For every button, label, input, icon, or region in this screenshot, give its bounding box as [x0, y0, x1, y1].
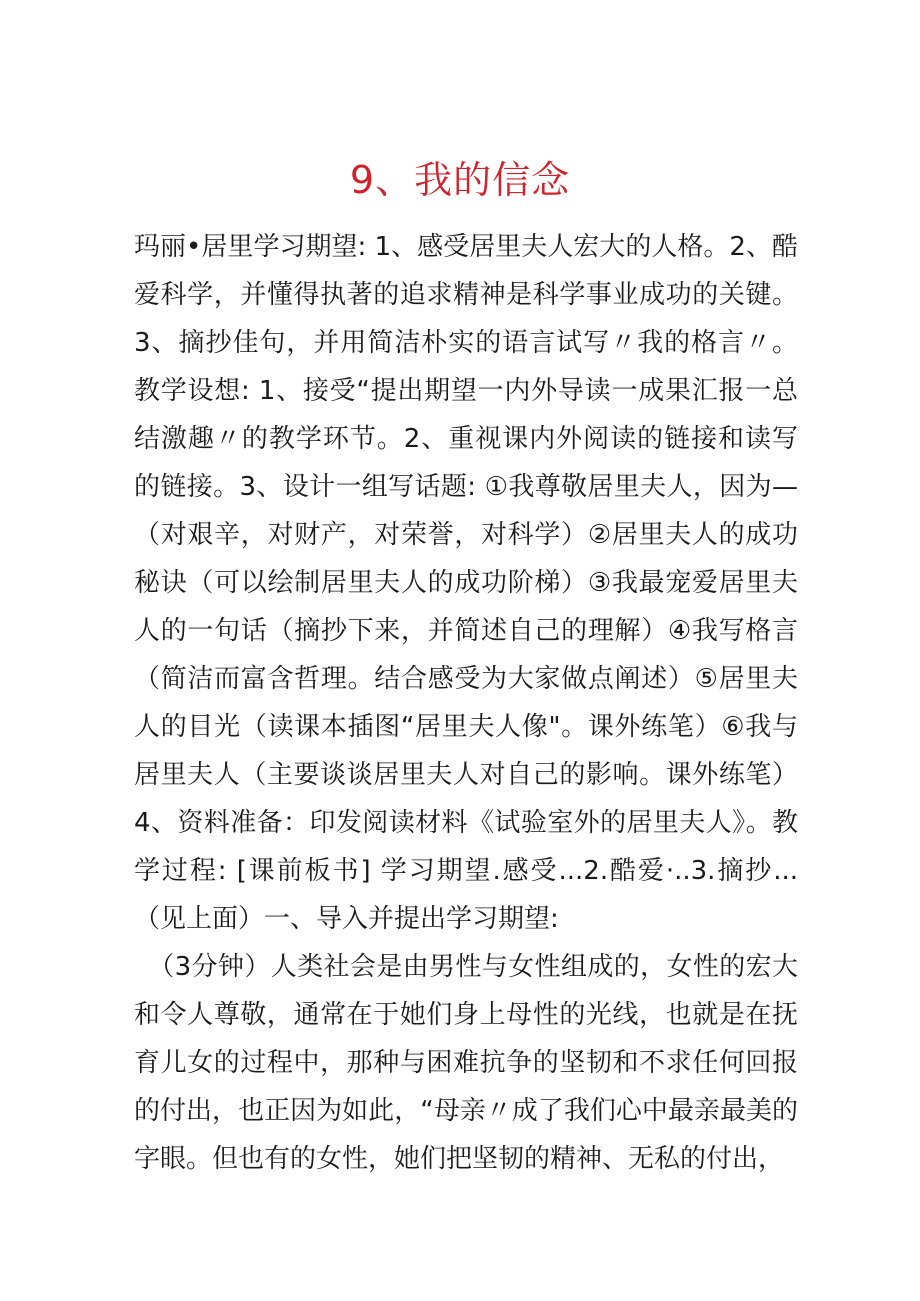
document-body [134, 223, 798, 1183]
paragraph-introduction: （3分钟）人类社会是由男性与女性组成的，女性的宏大和令人尊敬，通常在于她们身上母性的光线，也就是在抚育儿女的过程中，那种与困难抗争的坚韧和不求任何回报的付出，也正因为如此，“母亲〃成了我们心中最亲最美的字眼。但也有的女性，她们把坚韧的精神、无私的付出， [134, 952, 798, 1174]
document-title: 9、我的信念 [349, 158, 571, 202]
paragraph-lesson-plan: 玛丽•居里学习期望: 1、感受居里夫人宏大的人格。2、酷爱科学，并懂得执著的追求精神是科学事业成功的关键。3、摘抄佳句，并用简洁朴实的语言试写〃我的格言〃。教学设想: 1、接受“提出期望一内外导读一成果汇报一总结激趣〃的教学环节。2、重视课内外阅读的链接和读写的链接。3、设计一组写话题: ①我尊敬居里夫人，因为—（对艰辛，对财产，对荣誉，对科学）②居里夫人的成功秘诀（可以绘制居里夫人的成功阶梯）③我最宠爱居里夫人的一句话（摘抄下来，并简述自己的理解）④我写格言（简洁而富含哲理。结合感受为大家做点阐述）⑤居里夫人的目光（读课本插图“居里夫人像"。课外练笔）⑥我与居里夫人（主要谈谈居里夫人对自己的影响。课外练笔）4、资料准备：印发阅读材料《试验室外的居里夫人》。教学过程: [课前板书] 学习期望.感受...2.酷爱·..3.摘抄...（见上面）一、导入并提出学习期望: [134, 232, 798, 934]
